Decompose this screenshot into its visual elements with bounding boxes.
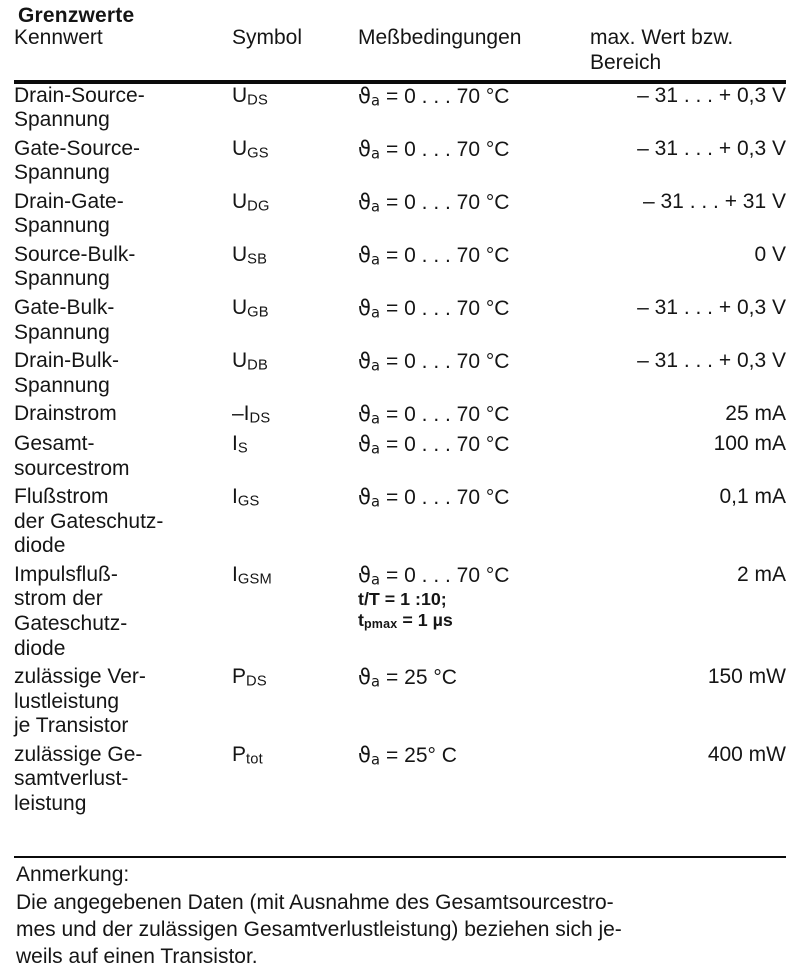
cell-max-value: 2 mA — [736, 562, 786, 586]
kennwert-line: diode — [14, 534, 66, 558]
cell-symbol — [232, 347, 358, 400]
table-row — [14, 135, 786, 188]
symbol-base: U — [232, 83, 248, 107]
kennwert-line: samtverlust- — [14, 767, 129, 791]
cell-max-value: 25 mA — [725, 402, 786, 426]
cell-kennwert — [14, 483, 232, 561]
kennwert-line: zulässige Ver- — [14, 665, 146, 689]
note-line-1: Die angegebenen Daten (mit Ausnahme des Gesamtsourcestro- — [16, 890, 614, 914]
symbol-subscript: DG — [247, 198, 270, 215]
cell-kennwert — [14, 241, 232, 294]
cell-kennwert — [14, 188, 232, 241]
cell-max-value: – 31 . . . + 31 V — [642, 189, 786, 213]
symbol-base: U — [232, 296, 248, 320]
kennwert-line: Drain-Bulk- — [14, 349, 120, 373]
cell-symbol — [232, 294, 358, 347]
kennwert-line: Gesamt- — [14, 432, 95, 456]
table-body — [14, 81, 786, 819]
kennwert-line: Spannung — [14, 320, 110, 344]
condition-temperature: ϑa = 0 . . . 70 °C — [358, 242, 510, 269]
note-heading: Anmerkung: — [16, 863, 130, 886]
table-row — [14, 741, 786, 819]
page-title: Grenzwerte — [18, 4, 135, 27]
cell-messbedingungen — [358, 81, 590, 135]
note-line-2: mes und der zulässigen Gesamtverlustleistung) beziehen sich je- — [16, 917, 622, 941]
cell-kennwert — [14, 400, 232, 430]
cell-symbol — [232, 400, 358, 430]
kennwert-line: je Transistor — [14, 714, 129, 738]
header-divider — [14, 82, 786, 84]
table-row — [14, 241, 786, 294]
kennwert-line: Impulsfluß- — [14, 562, 118, 586]
table-row — [14, 483, 786, 561]
kennwert-line: zulässige Ge- — [14, 742, 143, 766]
symbol-base: U — [232, 136, 248, 160]
symbol-base: I — [232, 485, 238, 509]
cell-symbol — [232, 483, 358, 561]
cell-kennwert — [14, 430, 232, 483]
kennwert-line: diode — [14, 636, 66, 660]
kennwert-line: Drainstrom — [14, 402, 117, 426]
symbol-subscript: tot — [246, 751, 263, 768]
cell-messbedingungen — [358, 741, 590, 819]
condition-temperature: ϑa = 25 °C — [358, 665, 457, 691]
table-header-row — [14, 26, 786, 81]
symbol-base: U — [232, 189, 248, 213]
column-header-maxwert — [590, 26, 786, 81]
cell-messbedingungen — [358, 400, 590, 430]
kennwert-line: Spannung — [14, 267, 110, 291]
symbol-subscript: GB — [247, 304, 269, 321]
cell-messbedingungen — [358, 347, 590, 400]
symbol-subscript: GS — [247, 145, 269, 162]
table-row — [14, 81, 786, 135]
column-header-maxwert-line2: bzw. Bereich — [590, 26, 734, 74]
kennwert-line: sourcestrom — [14, 456, 130, 480]
cell-messbedingungen — [358, 430, 590, 483]
cell-kennwert — [14, 741, 232, 819]
cell-symbol — [232, 135, 358, 188]
cell-kennwert — [14, 663, 232, 741]
table-row — [14, 294, 786, 347]
cell-symbol — [232, 561, 358, 663]
kennwert-line: Gate-Source- — [14, 136, 141, 160]
cell-max-value: 0,1 mA — [719, 485, 786, 509]
condition-extra-1: t/T = 1 :10; — [358, 588, 447, 609]
column-header-messbedingungen: Meßbedingungen — [358, 26, 522, 49]
kennwert-line: Gate-Bulk- — [14, 296, 115, 320]
kennwert-line: strom der — [14, 587, 103, 611]
condition-temperature: ϑa = 0 . . . 70 °C — [358, 562, 510, 589]
footer-divider — [14, 856, 786, 858]
cell-max-value: – 31 . . . + 0,3 V — [637, 349, 786, 373]
kennwert-line: leistung — [14, 791, 87, 815]
cell-messbedingungen — [358, 561, 590, 663]
cell-kennwert — [14, 294, 232, 347]
table-row — [14, 561, 786, 663]
note-block — [16, 862, 792, 971]
cell-kennwert — [14, 81, 232, 135]
table-row — [14, 430, 786, 483]
symbol-subscript: SB — [247, 251, 268, 268]
kennwert-line: Spannung — [14, 108, 110, 132]
table-row — [14, 347, 786, 400]
cell-max-value: 150 mW — [707, 665, 786, 689]
symbol-subscript: GS — [237, 493, 260, 510]
kennwert-line: Spannung — [14, 214, 110, 238]
symbol-base: U — [232, 242, 248, 266]
cell-kennwert — [14, 561, 232, 663]
kennwert-line: lustleistung — [14, 689, 120, 713]
cell-symbol — [232, 81, 358, 135]
column-header-maxwert-line1: max. Wert — [590, 26, 686, 49]
condition-temperature: ϑa = 0 . . . 70 °C — [358, 189, 510, 216]
cell-symbol — [232, 663, 358, 741]
cell-kennwert — [14, 347, 232, 400]
cell-messbedingungen — [358, 663, 590, 741]
cell-symbol — [232, 188, 358, 241]
kennwert-line: Drain-Gate- — [14, 189, 124, 213]
cell-symbol — [232, 741, 358, 819]
symbol-subscript: GSM — [237, 571, 272, 588]
kennwert-line: der Gateschutz- — [14, 509, 164, 533]
condition-temperature: ϑa = 0 . . . 70 °C — [358, 296, 510, 322]
kennwert-line: Source-Bulk- — [14, 242, 136, 266]
note-line-3: weils auf einen Transistor. — [16, 944, 258, 968]
cell-max-value: – 31 . . . + 0,3 V — [637, 296, 786, 320]
symbol-base: U — [232, 349, 248, 373]
cell-messbedingungen — [358, 483, 590, 561]
kennwert-line: Spannung — [14, 373, 110, 397]
symbol-subscript: DS — [247, 92, 268, 109]
kennwert-line: Flußstrom — [14, 485, 109, 509]
table-row — [14, 400, 786, 430]
symbol-base: P — [232, 742, 247, 766]
cell-max-value: 0 V — [754, 242, 786, 266]
cell-kennwert — [14, 135, 232, 188]
cell-messbedingungen — [358, 241, 590, 294]
column-header-kennwert: Kennwert — [14, 26, 103, 49]
condition-temperature: ϑa = 0 . . . 70 °C — [358, 136, 510, 163]
column-header-symbol: Symbol — [232, 26, 303, 49]
cell-messbedingungen — [358, 135, 590, 188]
limiting-values-table — [14, 26, 786, 819]
condition-temperature: ϑa = 0 . . . 70 °C — [358, 485, 510, 511]
symbol-base: –I — [232, 402, 250, 426]
symbol-base: P — [232, 665, 247, 689]
kennwert-line: Drain-Source- — [14, 83, 145, 107]
cell-max-value: – 31 . . . + 0,3 V — [637, 136, 786, 160]
condition-temperature: ϑa = 0 . . . 70 °C — [358, 402, 510, 428]
cell-max-value: 100 mA — [713, 432, 786, 456]
cell-messbedingungen — [358, 188, 590, 241]
cell-max-value: – 31 . . . + 0,3 V — [637, 83, 786, 107]
cell-symbol — [232, 241, 358, 294]
condition-temperature: ϑa = 25° C — [358, 742, 457, 769]
symbol-base: I — [232, 562, 238, 586]
symbol-subscript: DB — [247, 357, 268, 374]
condition-temperature: ϑa = 0 . . . 70 °C — [358, 83, 510, 110]
cell-max-value: 400 mW — [707, 742, 786, 766]
condition-temperature: ϑa = 0 . . . 70 °C — [358, 432, 510, 458]
table-header — [14, 26, 786, 81]
cell-messbedingungen — [358, 294, 590, 347]
cell-symbol — [232, 430, 358, 483]
symbol-subscript: DS — [246, 673, 267, 690]
symbol-subscript: S — [237, 440, 248, 457]
table-row — [14, 188, 786, 241]
condition-temperature: ϑa = 0 . . . 70 °C — [358, 349, 510, 375]
kennwert-line: Gateschutz- — [14, 612, 128, 636]
kennwert-line: Spannung — [14, 161, 110, 185]
table-row — [14, 663, 786, 741]
condition-extra-2: tpmax = 1 µs — [358, 609, 453, 631]
symbol-subscript: DS — [249, 410, 271, 427]
symbol-base: I — [232, 432, 238, 456]
